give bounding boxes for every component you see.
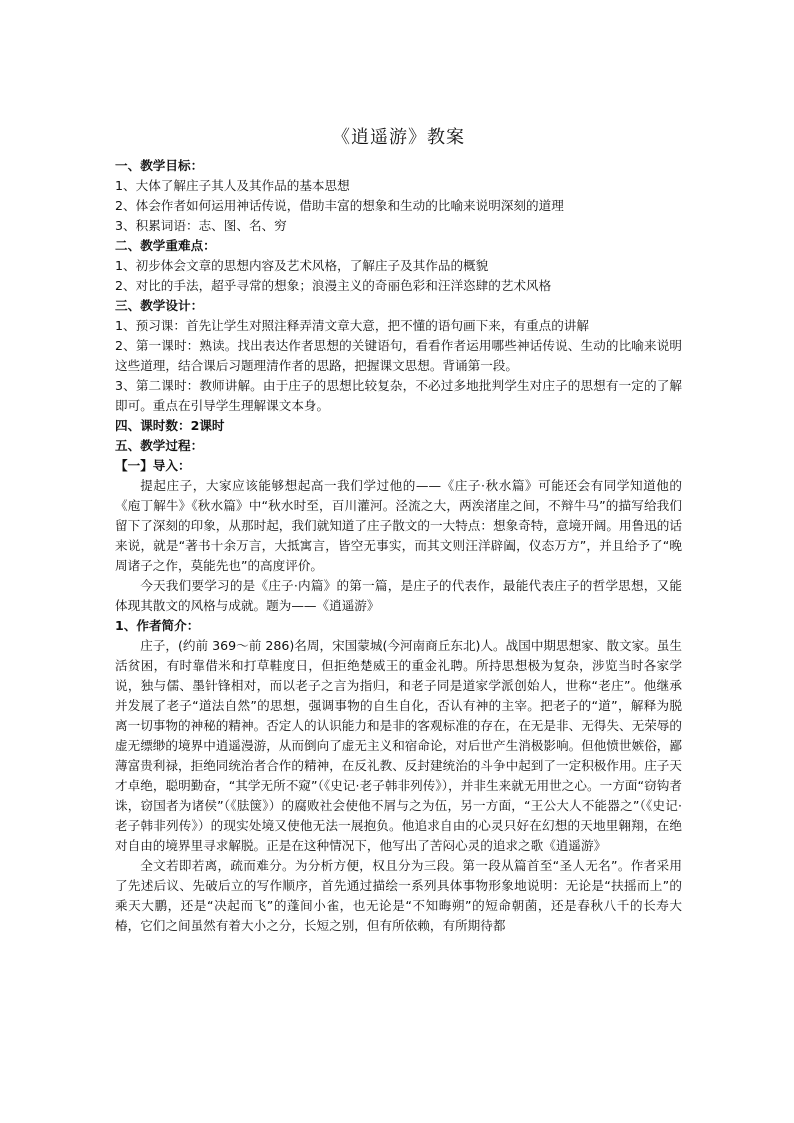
key-point-item: 2、对比的手法，超乎寻常的想象；浪漫主义的奇丽色彩和汪洋恣肆的艺术风格 [115,278,552,293]
design-item: 1、预习课：首先让学生对照注释弄清文章大意，把不懂的语句画下来，有重点的讲解 [115,318,589,333]
section-heading-hours: 四、课时数：2课时 [115,418,225,433]
key-point-item: 1、初步体会文章的思想内容及艺术风格，了解庄子及其作品的概貌 [115,258,489,273]
summary-paragraph: 全文若即若离，疏而难分。为分析方便，权且分为三段。第一段从篇首至“圣人无名”。作者采用了先述后议、先破后立的写作顺序，首先通过描绘一系列具体事物形象地说明：无论是“扶摇而上”的乘天大鹏，还是“决起而飞”的蓬间小雀，也无论是“不知晦朔”的短命朝菌，还是春秋八千的长寿大椿，它们之间虽然有着大小之分，长短之别，但有所依赖，有所期待都 [115,858,682,933]
intro-paragraph: 提起庄子，大家应该能够想起高一我们学过他的——《庄子·秋水篇》可能还会有同学知道他的《庖丁解牛》《秋水篇》中“秋水时至，百川灌河。泾流之大，两涘渚崖之间，不辩牛马”的描写给我们留下了深刻的印象，从那时起，我们就知道了庄子散文的一大特点：想象奇特，意境开阔。用鲁迅的话来说，就是“著书十余万言，大抵寓言，皆空无事实，而其文则汪洋辟阖，仪态万方”，并且给予了“晚周诸子之作，莫能先也”的高度评价。 [115,478,682,573]
subsection-heading-intro: 【一】导入： [115,458,191,473]
goal-item: 1、大体了解庄子其人及其作品的基本思想 [115,178,350,193]
section-heading-key-points: 二、教学重难点： [115,238,216,253]
section-heading-design: 三、教学设计： [115,298,204,313]
goal-item: 2、体会作者如何运用神话传说，借助丰富的想象和生动的比喻来说明深刻的道理 [115,198,564,213]
document-page [115,124,682,936]
intro-paragraph: 今天我们要学习的是《庄子·内篇》的第一篇，是庄子的代表作，最能代表庄子的哲学思想，又能体现其散文的风格与成就。题为——《逍遥游》 [115,578,682,613]
section-heading-goals: 一、教学目标： [115,158,204,173]
design-item: 2、第一课时：熟读。找出表达作者思想的关键语句，看看作者运用哪些神话传说、生动的比喻来说明这些道理，结合课后习题理清作者的思路，把握课文思想。背诵第一段。 [115,338,682,373]
author-paragraph: 庄子，(约前 369～前 286)名周，宋国蒙城(今河南商丘东北)人。战国中期思想家、散文家。虽生活贫困，有时靠借米和打草鞋度日，但拒绝楚威王的重金礼聘。所持思想极为复杂，涉览当时各家学说，独与儒、墨针锋相对，而以老子之言为指归，和老子同是道家学派创始人，世称“老庄”。他继承并发展了老子“道法自然”的思想，强调事物的自生自化，否认有神的主宰。把老子的“道”，解释为脱离一切事物的神秘的精神。否定人的认识能力和是非的客观标准的存在，在无是非、无得失、无荣辱的虚无缥缈的境界中逍遥漫游，从而倒向了虚无主义和宿命论，对后世产生消极影响。但他愤世嫉俗，鄙薄富贵利禄，拒绝同统治者合作的精神，在反礼教、反封建统治的斗争中起到了一定积极作用。庄子天才卓绝，聪明勤奋，“其学无所不窥”（《史记·老子韩非列传》），并非生来就无用世之心。一方面“窃钩者诛，窃国者为诸侯”（《胠箧》）的腐败社会使他不屑与之为伍，另一方面，“王公大人不能器之”（《史记·老子韩非列传》）的现实处境又使他无法一展抱负。他追求自由的心灵只好在幻想的天地里翱翔，在绝对自由的境界里寻求解脱。正是在这种情况下，他写出了苦闷心灵的追求之歌《逍遥游》 [115,638,682,853]
subsection-heading-author: 1、作者简介： [115,618,200,633]
design-item: 3、第二课时：教师讲解。由于庄子的思想比较复杂，不必过多地批判学生对庄子的思想有一定的了解即可。重点在引导学生理解课文本身。 [115,378,682,413]
goal-item: 3、积累词语：志、图、名、穷 [115,218,287,233]
document-title: 《逍遥游》教案 [332,127,465,148]
section-heading-process: 五、教学过程： [115,438,204,453]
